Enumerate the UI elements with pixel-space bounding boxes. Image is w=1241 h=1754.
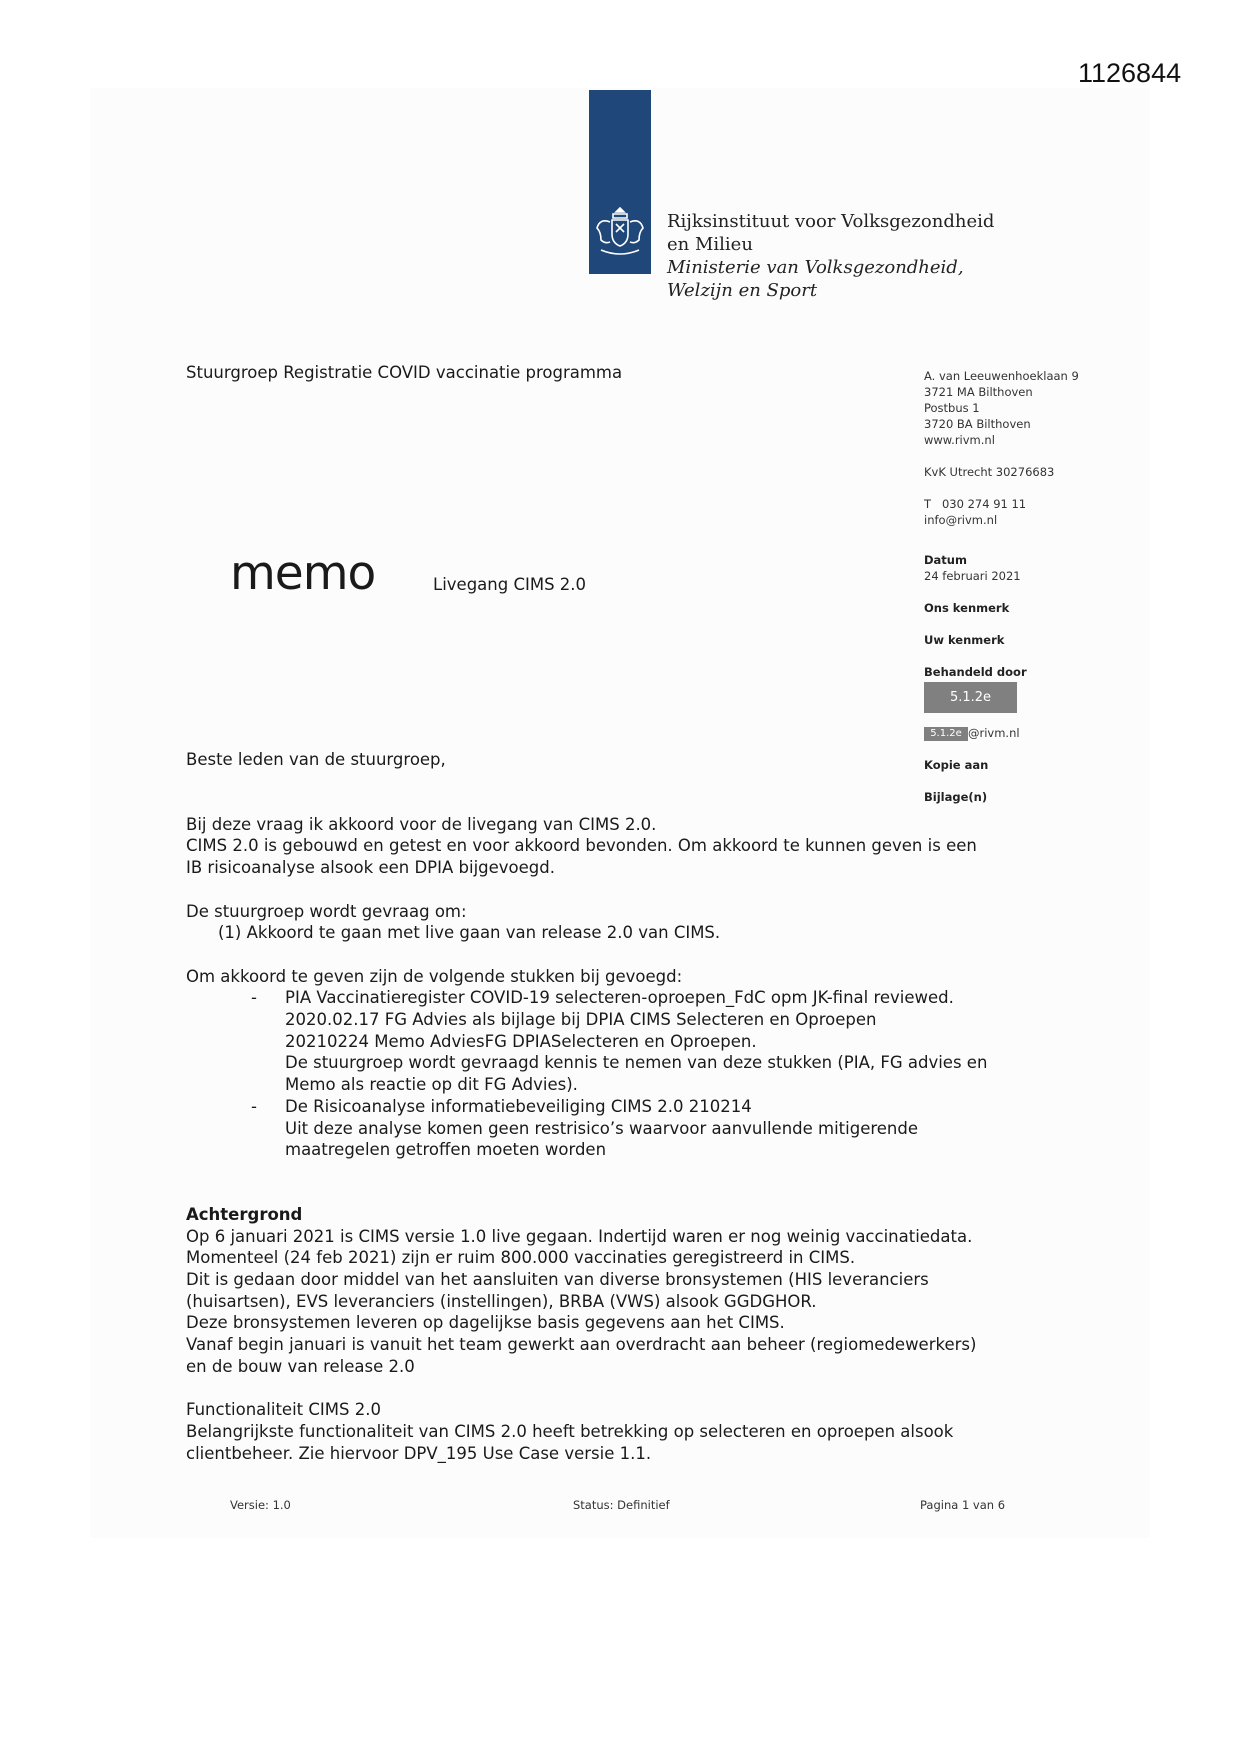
list-item (186, 987, 1066, 1096)
crest-icon (589, 204, 651, 258)
intro-line: IB risicoanalyse alsook een DPIA bijgevoegd. (186, 858, 555, 878)
memo-title: memo (230, 546, 376, 601)
functionality-line: Belangrijkste functionaliteit van CIMS 2.0 heeft betrekking op selecteren en oproepen alsook (186, 1421, 954, 1441)
address-line: Postbus 1 (924, 401, 980, 415)
phone-number: T 030 274 91 11 (924, 497, 1027, 511)
attachment-line: PIA Vaccinatieregister COVID-19 selecteren-oproepen_FdC opm JK-final reviewed. (285, 988, 954, 1008)
handler-email (924, 725, 1104, 741)
request-item: (1) Akkoord te gaan met live gaan van release 2.0 van CIMS. (218, 923, 721, 943)
attachments-list (186, 987, 1066, 1161)
behandeld-door-label: Behandeld door (924, 665, 1027, 679)
contact-email[interactable]: info@rivm.nl (924, 513, 998, 527)
datum-value: 24 februari 2021 (924, 569, 1021, 583)
footer-page-number: Pagina 1 van 6 (920, 1498, 1006, 1512)
attachment-line: Memo als reactie op dit FG Advies). (285, 1075, 578, 1095)
list-item (186, 1096, 1066, 1161)
background-line: en de bouw van release 2.0 (186, 1356, 415, 1376)
background-line: Op 6 januari 2021 is CIMS versie 1.0 live gegaan. Indertijd waren er nog weinig vaccinatiedata. (186, 1226, 973, 1246)
uw-kenmerk-label: Uw kenmerk (924, 633, 1005, 647)
organization-name (667, 210, 994, 302)
address-line: 3721 MA Bilthoven (924, 385, 1033, 399)
request-line: De stuurgroep wordt gevraag om: (186, 901, 467, 921)
sidebar-metadata (924, 368, 1104, 805)
redaction-box: 5.1.2e (924, 682, 1017, 713)
ons-kenmerk-label: Ons kenmerk (924, 601, 1010, 615)
bijlagen-label: Bijlage(n) (924, 790, 988, 804)
kopie-aan-label: Kopie aan (924, 758, 989, 772)
functionality-line: clientbeheer. Zie hiervoor DPV_195 Use Case versie 1.1. (186, 1443, 652, 1463)
address-line: A. van Leeuwenhoeklaan 9 (924, 369, 1079, 383)
attachment-line: 2020.02.17 FG Advies als bijlage bij DPIA CIMS Selecteren en Oproepen (285, 1010, 877, 1029)
salutation: Beste leden van de stuurgroep, (186, 750, 446, 769)
recipient: Stuurgroep Registratie COVID vaccinatie programma (186, 363, 623, 382)
email-suffix: @rivm.nl (968, 726, 1020, 740)
background-line: Deze bronsystemen leveren op dagelijkse basis gegevens aan het CIMS. (186, 1313, 785, 1333)
ministry-line1: Ministerie van Volksgezondheid, (667, 257, 964, 278)
background-line: Dit is gedaan door middel van het aansluiten van diverse bronsystemen (HIS leveranciers (186, 1270, 929, 1290)
kvk-number: KvK Utrecht 30276683 (924, 465, 1055, 479)
memo-subject: Livegang CIMS 2.0 (433, 575, 587, 594)
attachment-line: De stuurgroep wordt gevraagd kennis te nemen van deze stukken (PIA, FG advies en (285, 1053, 988, 1073)
intro-line: Bij deze vraag ik akkoord voor de livegang van CIMS 2.0. (186, 814, 657, 834)
dash-bullet: - (251, 988, 257, 1008)
ministry-line2: Welzijn en Sport (667, 280, 818, 301)
attachment-line: maatregelen getroffen moeten worden (285, 1140, 607, 1160)
footer-version: Versie: 1.0 (230, 1498, 291, 1512)
attachments-intro: Om akkoord te geven zijn de volgende stukken bij gevoegd: (186, 966, 683, 986)
address-line: 3720 BA Bilthoven (924, 417, 1031, 431)
attachment-line: 20210224 Memo AdviesFG DPIASelecteren en Oproepen. (285, 1031, 757, 1051)
attachment-line: Uit deze analyse komen geen restrisico’s waarvoor aanvullende mitigerende (285, 1118, 919, 1138)
background-line: Momenteel (24 feb 2021) zijn er ruim 800.000 vaccinaties geregistreerd in CIMS. (186, 1248, 856, 1268)
rijksoverheid-logo-bar (589, 90, 651, 274)
org-name-line2: en Milieu (667, 234, 753, 255)
background-heading: Achtergrond (186, 1204, 303, 1224)
document-id: 1126844 (1078, 58, 1182, 88)
footer-status: Status: Definitief (573, 1498, 670, 1512)
background-line: (huisartsen), EVS leveranciers (instellingen), BRBA (VWS) alsook GGDGHOR. (186, 1291, 817, 1311)
attachment-line: De Risicoanalyse informatiebeveiliging CIMS 2.0 210214 (285, 1096, 752, 1116)
intro-line: CIMS 2.0 is gebouwd en getest en voor akkoord bevonden. Om akkoord te kunnen geven is een (186, 836, 977, 856)
background-line: Vanaf begin januari is vanuit het team gewerkt aan overdracht aan beheer (regiomedewerkers) (186, 1335, 977, 1355)
redaction-box-small: 5.1.2e (924, 727, 968, 741)
datum-label: Datum (924, 553, 967, 567)
dash-bullet: - (251, 1096, 257, 1116)
functionality-heading: Functionaliteit CIMS 2.0 (186, 1400, 381, 1420)
website-link[interactable]: www.rivm.nl (924, 433, 995, 447)
org-name-line1: Rijksinstituut voor Volksgezondheid (667, 211, 995, 232)
memo-body (186, 749, 1066, 1464)
